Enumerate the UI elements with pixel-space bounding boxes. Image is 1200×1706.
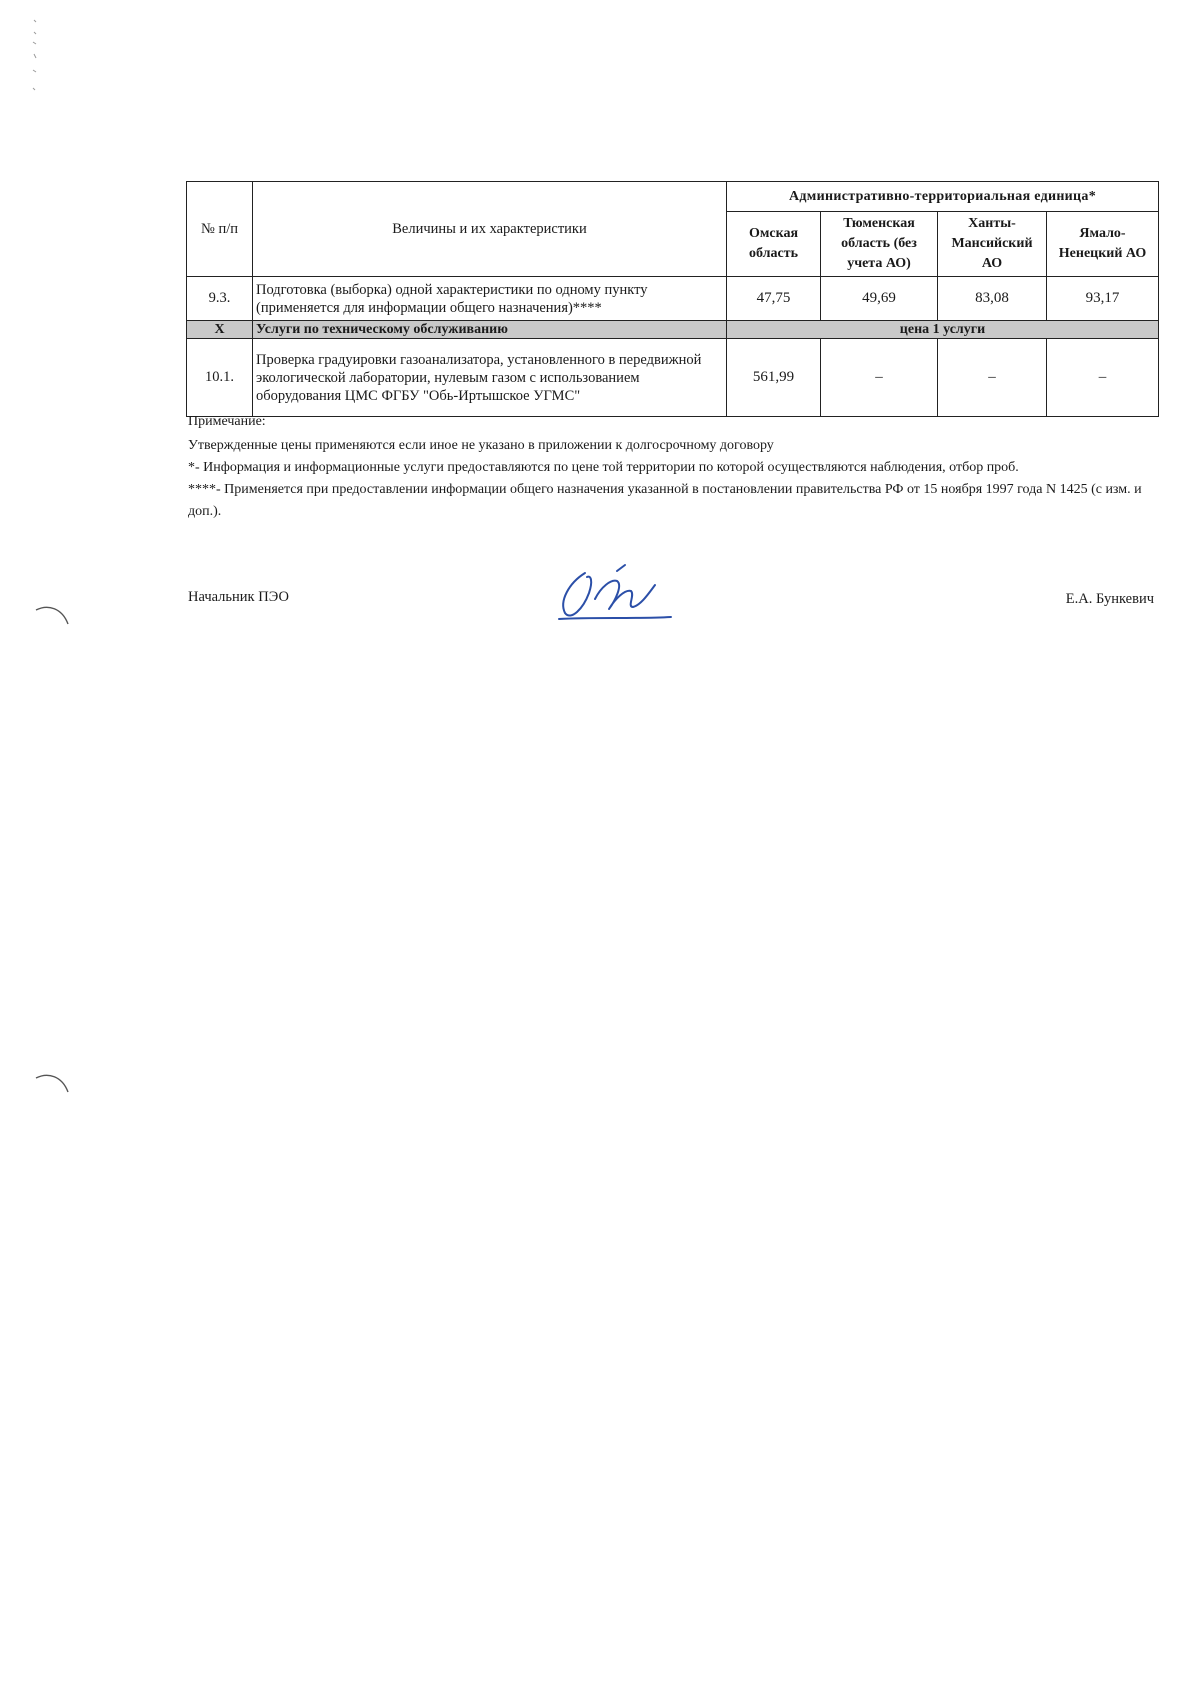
price-tyumen: –: [821, 339, 938, 417]
column-header-omsk: Омская область: [727, 212, 821, 277]
signatory-position: Начальник ПЭО: [188, 589, 289, 605]
notes-section: [188, 413, 1158, 523]
punch-hole-mark: [34, 1068, 74, 1113]
column-header-khmao: Ханты-Мансийский АО: [938, 212, 1047, 277]
signatory-name: Е.А. Бункевич: [1065, 591, 1154, 607]
handwritten-signature: [555, 563, 675, 630]
price-omsk: 561,99: [727, 339, 821, 417]
notes-title: Примечание:: [188, 414, 266, 429]
price-yanao: –: [1047, 339, 1159, 417]
price-table: [186, 181, 1159, 417]
table-row: [187, 277, 1159, 321]
scan-artifact: [30, 18, 40, 103]
punch-hole-mark: [34, 600, 74, 645]
section-header-row: [187, 321, 1159, 339]
region-group-header: Административно-территориальная единица*: [727, 182, 1159, 212]
section-title: Услуги по техническому обслуживанию: [253, 321, 727, 339]
row-number: 9.3.: [187, 277, 253, 321]
column-header-yanao: Ямало-Ненецкий АО: [1047, 212, 1159, 277]
note-line: ****- Применяется при предоставлении информации общего назначения указанной в постановлении правительства РФ от 15 ноября 1997 года N 1425 (с изм. и доп.).: [188, 482, 1142, 519]
section-number: X: [187, 321, 253, 339]
price-table-container: [186, 181, 1158, 417]
price-khmao: –: [938, 339, 1047, 417]
row-description: Проверка градуировки газоанализатора, установленного в передвижной экологической лаборатории, нулевым газом с использованием оборудования ЦМС ФГБУ "Обь-Иртышское УГМС": [253, 339, 727, 417]
row-description: Подготовка (выборка) одной характеристики по одному пункту (применяется для информации общего назначения)****: [253, 277, 727, 321]
note-line: *- Информация и информационные услуги предоставляются по цене той территории по которой осуществляются наблюдения, отбор проб.: [188, 460, 1019, 475]
price-omsk: 47,75: [727, 277, 821, 321]
table-row: [187, 339, 1159, 417]
price-yanao: 93,17: [1047, 277, 1159, 321]
column-header-tyumen: Тюменская область (без учета АО): [821, 212, 938, 277]
section-price-label: цена 1 услуги: [727, 321, 1159, 339]
column-header-description: Величины и их характеристики: [253, 182, 727, 277]
column-header-number: № п/п: [187, 182, 253, 277]
note-line: Утвержденные цены применяются если иное не указано в приложении к долгосрочному договору: [188, 438, 774, 453]
row-number: 10.1.: [187, 339, 253, 417]
price-khmao: 83,08: [938, 277, 1047, 321]
price-tyumen: 49,69: [821, 277, 938, 321]
